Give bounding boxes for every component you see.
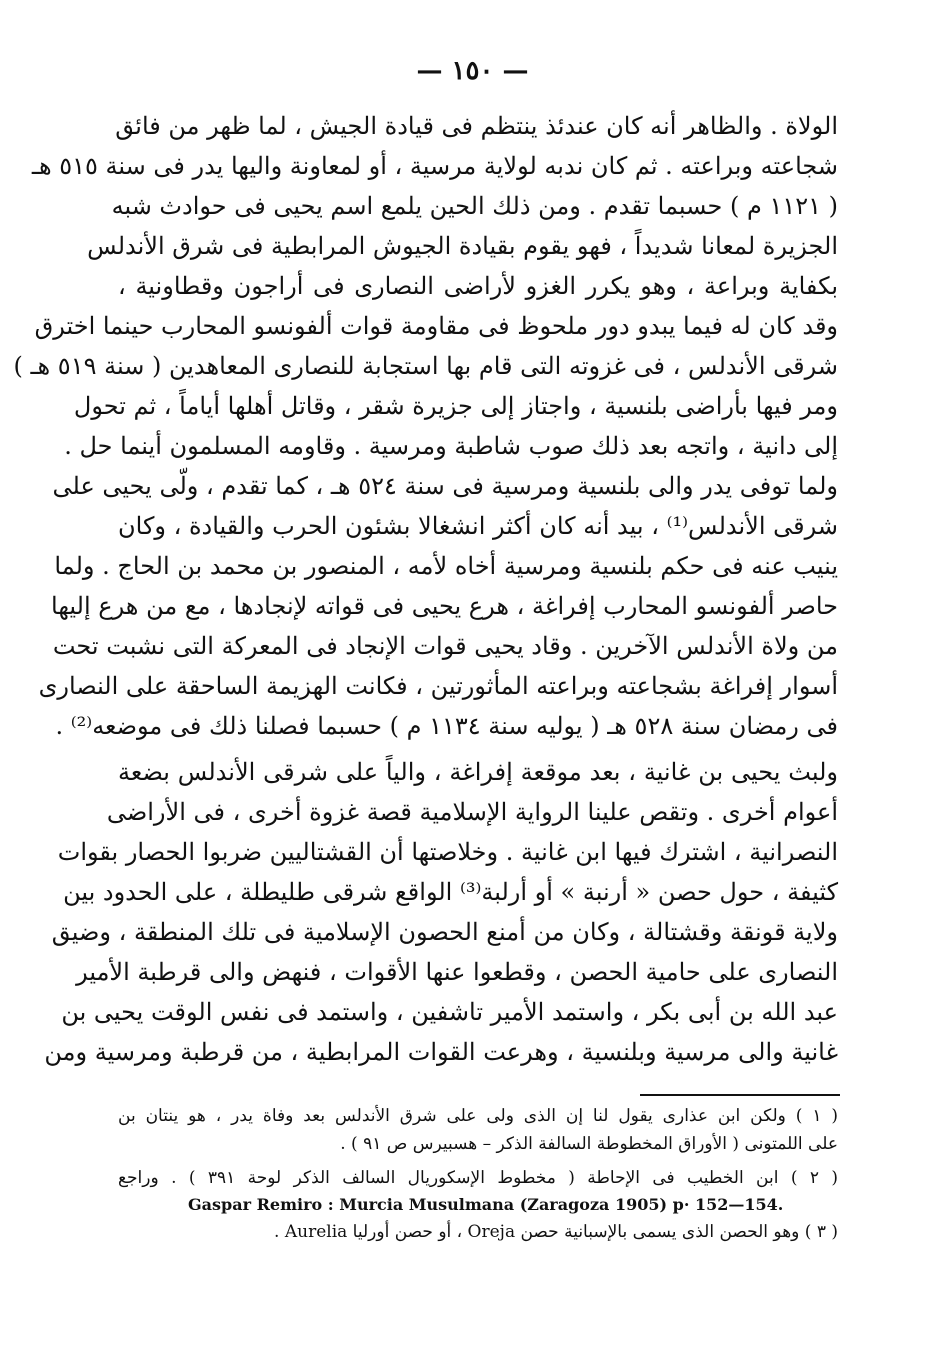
text-line: ومر فيها بأراضى بلنسية ، واجتاز إلى جزيرة شقر ، وقاتل أهلها أياماً ، ثم تحول	[73, 392, 838, 420]
text-line: غانية والى مرسية وبلنسية ، وهرعت القوات المرابطية ، من قرطبة ومرسية ومن	[44, 1038, 838, 1066]
footnote-1-line: على اللمتونى ( الأوراق المخطوطة السالفة الذكر – هسبيرس ص ٩١ ) .	[340, 1134, 838, 1154]
text-line: شرقى الأندلس⁽¹⁾ ، بيد أنه كان أكثر انشغالا بشئون الحرب والقيادة ، وكان	[118, 512, 838, 540]
text-line: ينيب عنه فى حكم بلنسية ومرسية أخاه لأمه ، المنصور بن محمد بن الحاج . ولما	[54, 552, 838, 580]
text-line: أعوام أخرى . وتقص علينا الرواية الإسلامية قصة غزوة أخرى ، فى الأراضى	[106, 798, 838, 826]
page-number: — ١٥٠ —	[416, 56, 529, 86]
text-line: الولاة . والظاهر أنه كان عندئذ ينتظم فى قيادة الجيش ، لما ظهر من فائق	[115, 112, 838, 140]
footnote-2-line: ( ٢ ) ابن الخطيب فى الإحاطة ( مخطوط الإسكوريال السالف الذكر لوحة ٣٩١ ) . وراجع	[118, 1168, 838, 1188]
text-line: أسوار إفراغة بشجاعته وبراعته المأثورتين ، فكانت الهزيمة الساحقة على النصارى	[38, 672, 838, 700]
text-line: ولبث يحيى بن غانية ، بعد موقعة إفراغة ، والياً على شرقى الأندلس بضعة	[118, 758, 838, 786]
text-line: حاصر ألفونسو المحارب إفراغة ، هرع يحيى فى قواته لإنجادها ، مع من هرع إليها	[51, 592, 838, 620]
text-line: الجزيرة لمعانا شديداً ، فهو يقوم بقيادة الجيوش المرابطية فى شرق الأندلس	[87, 232, 838, 260]
text-line: شجاعته وبراعته . ثم كان ندبه لولاية مرسية ، أو لمعاونة واليها يدر فى سنة ٥١٥ هـ	[31, 152, 838, 180]
text-line: النصرانية ، اشترك فيها ابن غانية . وخلاصتها أن القشتاليين ضربوا الحصار بقوات	[57, 838, 838, 866]
footnote-divider	[640, 1094, 840, 1096]
text-line: إلى دانية ، واتجه بعد ذلك صوب شاطبة ومرسية . وقاومه المسلمون أينما حل .	[64, 432, 838, 460]
text-line: عبد الله بن أبى بكر ، واستمد الأمير تاشفين ، واستمد فى نفس الوقت يحيى بن	[61, 998, 838, 1026]
footnote-3-line: ( ٣ ) وهو الحصن الذى يسمى بالإسبانية حصن Oreja ، أو حصن أورليا Aurelia .	[274, 1222, 838, 1242]
text-line: من ولاة الأندلس الآخرين . وقاد يحيى قوات الإنجاد فى المعركة التى نشبت تحت	[52, 632, 838, 660]
body-text	[13, 106, 839, 1072]
text-line: ولاية قونقة وقشتالة ، وكان من أمنع الحصون الإسلامية فى تلك المنطقة ، وضيق	[51, 918, 838, 946]
text-line: ولما توفى يدر والى بلنسية ومرسية فى سنة ٥٢٤ هـ ، كما تقدم ، ولّى يحيى على	[52, 472, 838, 500]
text-line: فى رمضان سنة ٥٢٨ هـ ( يوليه سنة ١١٣٤ م ) حسبما فصلنا ذلك فى موضعه⁽²⁾ .	[55, 712, 838, 740]
footnote-2-citation: Gaspar Remiro : Murcia Musulmana (Zaragoza 1905) p· 152—154.	[188, 1195, 784, 1214]
text-line: وقد كان له فيما يبدو دور ملحوظ فى مقاومة قوات ألفونسو المحارب حينما اخترق	[34, 312, 838, 340]
text-line: شرقى الأندلس ، فى غزوته التى قام بها استجابة للنصارى المعاهدين ( سنة ٥١٩ هـ )	[13, 352, 838, 380]
text-line: بكفاية وبراعة ، وهو يكرر الغزو لأراضى النصارى فى أراجون وقطاونية ،	[118, 272, 839, 300]
text-line: كثيفة ، حول حصن « أرنبة » أو أرلبة⁽³⁾ الواقع شرقى طليطلة ، على الحدود بين	[63, 878, 838, 906]
footnotes	[118, 1102, 838, 1246]
footnote-1-line: ( ١ ) ولكن ابن عذارى يقول لنا إن الذى ولى على شرق الأندلس بعد وفاة يدر ، هو ينتان بن	[118, 1106, 838, 1126]
text-line: ( ١١٢١ م ) حسبما تقدم . ومن ذلك الحين يلمع اسم يحيى فى حوادث شبه	[111, 192, 838, 220]
text-line: النصارى على حامية الحصن ، وقطعوا عنها الأقوات ، فنهض والى قرطبة الأمير	[76, 958, 838, 986]
